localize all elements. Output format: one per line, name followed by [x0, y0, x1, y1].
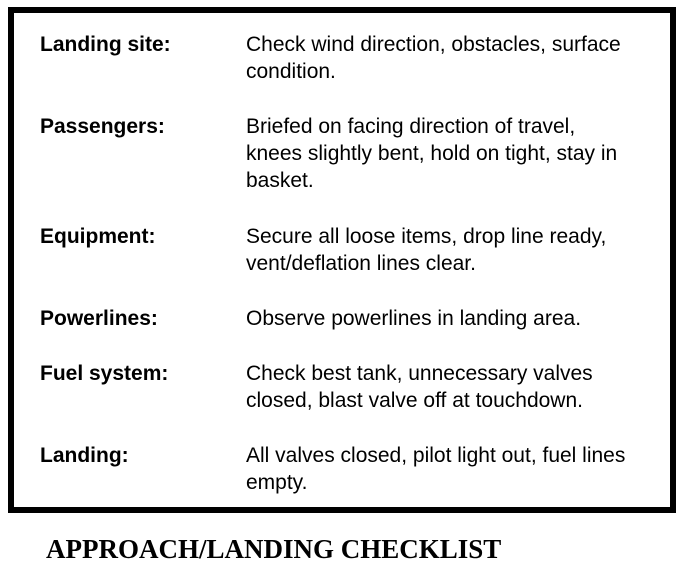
- item-description: [246, 442, 664, 496]
- description-line: basket.: [246, 169, 314, 192]
- description-line: vent/deflation lines clear.: [246, 252, 476, 275]
- item-description: [246, 31, 664, 85]
- description-line: closed, blast valve off at touchdown.: [246, 389, 583, 412]
- checklist-box: [8, 7, 676, 513]
- description-line: Secure all loose items, drop line ready,: [246, 225, 607, 248]
- item-label: Landing:: [40, 444, 129, 467]
- checklist-caption: APPROACH/LANDING CHECKLIST: [46, 534, 502, 564]
- item-description: [246, 223, 664, 277]
- item-label: Fuel system:: [40, 362, 169, 385]
- description-line: empty.: [246, 471, 308, 494]
- item-label: Landing site:: [40, 33, 171, 56]
- item-label: Powerlines:: [40, 307, 158, 330]
- description-line: Check best tank, unnecessary valves: [246, 362, 593, 385]
- description-line: condition.: [246, 60, 336, 83]
- item-description: [246, 305, 664, 332]
- item-label: Equipment:: [40, 225, 156, 248]
- description-line: Briefed on facing direction of travel,: [246, 115, 576, 138]
- description-line: Check wind direction, obstacles, surface: [246, 33, 621, 56]
- item-label: Passengers:: [40, 115, 165, 138]
- description-line: knees slightly bent, hold on tight, stay in: [246, 142, 618, 165]
- item-description: [246, 360, 664, 414]
- description-line: Observe powerlines in landing area.: [246, 307, 582, 330]
- item-description: [246, 113, 664, 194]
- description-line: All valves closed, pilot light out, fuel lines: [246, 444, 626, 467]
